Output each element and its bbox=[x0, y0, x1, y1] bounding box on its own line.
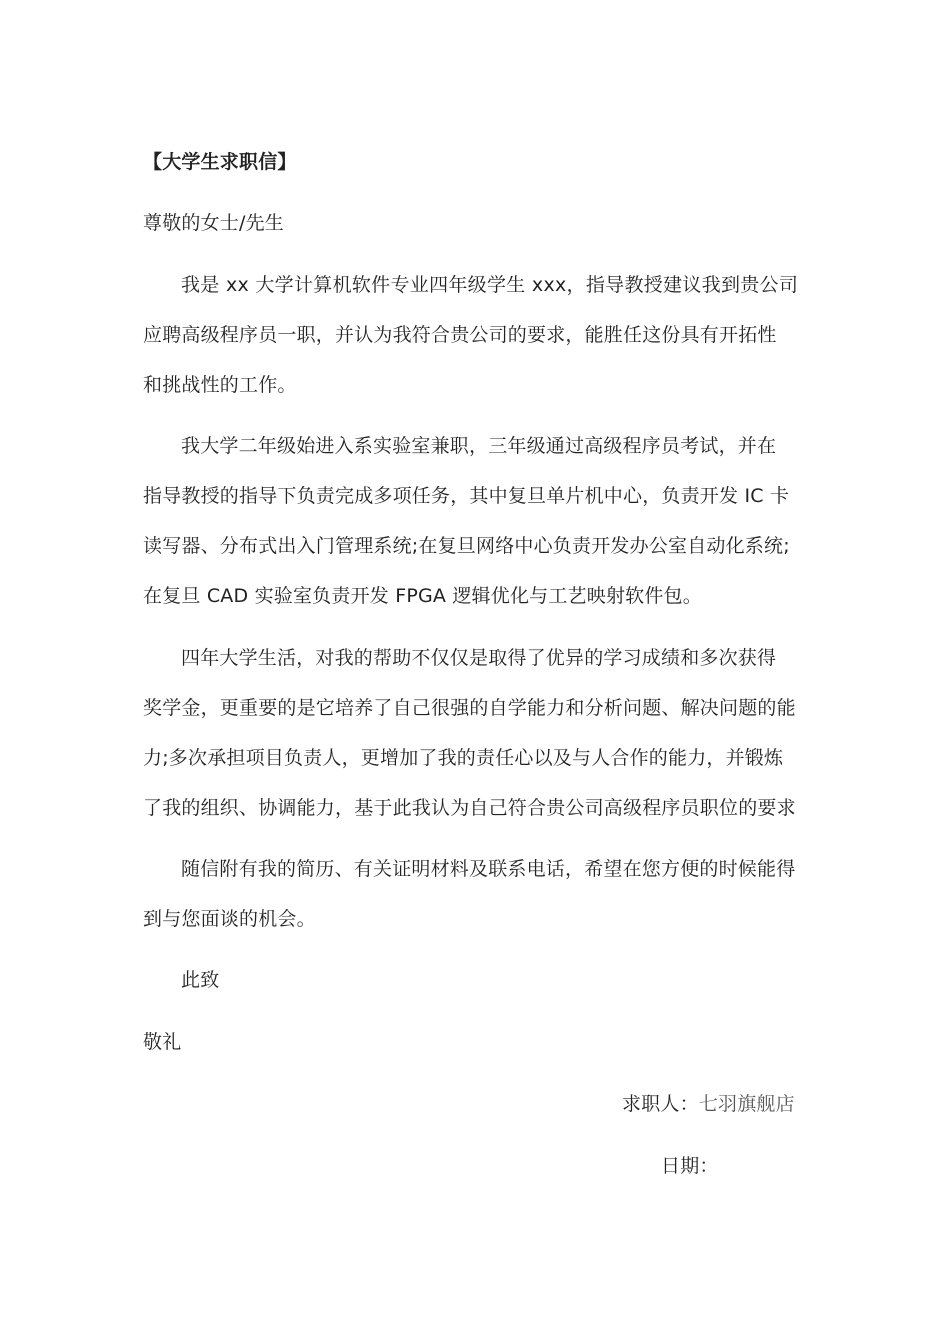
paragraph-line: 到与您面谈的机会。 bbox=[143, 908, 316, 930]
applicant-signature bbox=[622, 1092, 795, 1116]
paragraph-line: 我是 xx 大学计算机软件专业四年级学生 xxx，指导教授建议我到贵公司 bbox=[181, 274, 799, 296]
salutation: 尊敬的女士/先生 bbox=[143, 212, 285, 234]
letter-title: 【大学生求职信】 bbox=[143, 151, 297, 173]
closing-regards: 敬礼 bbox=[143, 1031, 182, 1053]
date-label: 日期： bbox=[661, 1155, 719, 1177]
closing-respectfully: 此致 bbox=[181, 969, 220, 991]
paragraph-line: 在复旦 CAD 实验室负责开发 FPGA 逻辑优化与工艺映射软件包。 bbox=[143, 585, 702, 607]
paragraph-line: 我大学二年级始进入系实验室兼职，三年级通过高级程序员考试，并在 bbox=[181, 435, 777, 457]
applicant-label: 求职人： bbox=[622, 1093, 699, 1115]
applicant-name: 七羽旗舰店 bbox=[698, 1093, 795, 1115]
paragraph-line: 了我的组织、协调能力，基于此我认为自己符合贵公司高级程序员职位的要求 bbox=[143, 797, 796, 819]
paragraph-line: 力;多次承担项目负责人，更增加了我的责任心以及与人合作的能力，并锻炼 bbox=[143, 747, 784, 769]
paragraph-line: 和挑战性的工作。 bbox=[143, 374, 297, 396]
paragraph-line: 读写器、分布式出入门管理系统;在复旦网络中心负责开发办公室自动化系统; bbox=[143, 535, 790, 557]
paragraph-line: 四年大学生活，对我的帮助不仅仅是取得了优异的学习成绩和多次获得 bbox=[181, 647, 777, 669]
paragraph-line: 指导教授的指导下负责完成多项任务，其中复旦单片机中心，负责开发 IC 卡 bbox=[143, 485, 790, 507]
paragraph-line: 应聘高级程序员一职，并认为我符合贵公司的要求，能胜任这份具有开拓性 bbox=[143, 324, 777, 346]
paragraph-line: 奖学金，更重要的是它培养了自己很强的自学能力和分析问题、解决问题的能 bbox=[143, 697, 796, 719]
paragraph-line: 随信附有我的简历、有关证明材料及联系电话，希望在您方便的时候能得 bbox=[181, 858, 796, 880]
